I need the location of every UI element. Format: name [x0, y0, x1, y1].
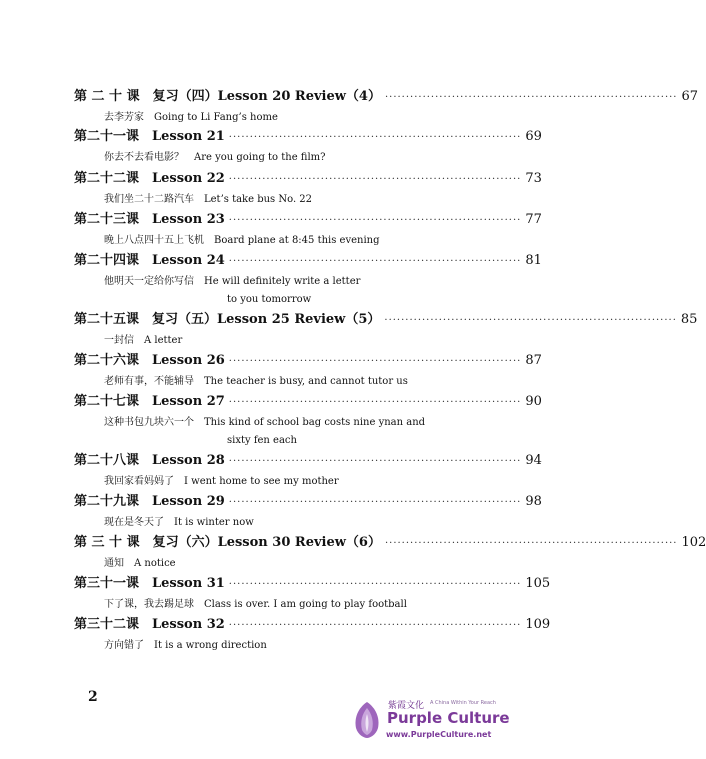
lesson-subtitle: 方向错了 It is a wrong direction: [104, 640, 267, 651]
subtitle-continuation: to you tomorrow: [227, 294, 312, 305]
dot-leader: [385, 535, 678, 552]
dot-leader: [384, 312, 677, 329]
lesson-subtitle: 我回家看妈妈了 I went home to see my mother: [104, 476, 339, 487]
page-ref: 102: [681, 535, 706, 550]
dot-leader: [229, 494, 522, 511]
dot-leader: [229, 617, 522, 634]
lesson-subtitle: 去李芳家 Going to Li Fang’s home: [104, 112, 278, 123]
toc-entry[interactable]: [74, 311, 698, 348]
toc-entry[interactable]: [74, 352, 542, 389]
lesson-title: 第二十一课 Lesson 21: [74, 129, 225, 144]
watermark: [350, 698, 510, 748]
page-ref: 87: [525, 353, 542, 368]
page-number: 2: [88, 689, 98, 705]
watermark-chinese-name: 紫霞文化: [388, 701, 425, 711]
toc-entry[interactable]: [74, 452, 542, 489]
dot-leader: [229, 394, 522, 411]
watermark-url: www.PurpleCulture.net: [386, 730, 492, 739]
toc-entry[interactable]: [74, 493, 542, 530]
lesson-title: 第二十八课 Lesson 28: [74, 453, 225, 468]
dot-leader: [229, 171, 522, 188]
lesson-title: 第二十七课 Lesson 27: [74, 394, 225, 409]
dot-leader: [229, 576, 522, 593]
subtitle-continuation: sixty fen each: [227, 435, 297, 446]
lesson-subtitle: [74, 416, 472, 448]
lesson-subtitle: 老师有事，不能辅导 The teacher is busy, and cannot tutor us: [104, 376, 408, 387]
page-ref: 94: [525, 453, 542, 468]
lesson-title: 第二十九课 Lesson 29: [74, 494, 225, 509]
lesson-title: 第二十四课 Lesson 24: [74, 253, 225, 268]
page-ref: 85: [680, 312, 698, 327]
lesson-title: 第二十五课 复习（五）Lesson 25 Review（5）: [74, 312, 381, 327]
table-of-contents: [74, 88, 706, 653]
lesson-subtitle: 现在是冬天了 It is winter now: [104, 517, 254, 528]
page-ref: 98: [525, 494, 542, 509]
toc-entry[interactable]: [74, 393, 542, 448]
dot-leader: [229, 129, 522, 146]
subtitle-line: 他明天一定给你写信 He will definitely write a letter: [104, 276, 361, 287]
page-ref: 105: [525, 576, 551, 591]
toc-entry[interactable]: [74, 211, 542, 248]
page-ref: 81: [525, 253, 542, 268]
lesson-subtitle: [74, 275, 472, 307]
lesson-subtitle: 晚上八点四十五上飞机 Board plane at 8:45 this evening: [104, 235, 380, 246]
lesson-subtitle: 下了课，我去踢足球 Class is over. I am going to play football: [104, 599, 407, 610]
page-ref: 69: [525, 129, 542, 144]
toc-entry[interactable]: [74, 128, 542, 165]
lesson-subtitle: 通知 A notice: [104, 558, 176, 569]
purple-culture-logo-icon: [350, 700, 384, 740]
lesson-title: 第 二 十 课 复习（四）Lesson 20 Review（4）: [74, 89, 381, 104]
page-ref: 109: [525, 617, 551, 632]
lesson-title: 第二十三课 Lesson 23: [74, 212, 225, 227]
toc-entry[interactable]: [74, 88, 699, 125]
toc-entry[interactable]: [74, 170, 542, 207]
page-ref: 90: [525, 394, 542, 409]
lesson-subtitle: 你去不去看电影？ Are you going to the film?: [104, 152, 326, 163]
dot-leader: [229, 453, 522, 470]
toc-entry[interactable]: [74, 575, 551, 612]
lesson-title: 第三十二课 Lesson 32: [74, 617, 225, 632]
lesson-title: 第 三 十 课 复习（六）Lesson 30 Review（6）: [74, 535, 381, 550]
lesson-subtitle: 一封信 A letter: [104, 335, 183, 346]
toc-entry[interactable]: [74, 534, 706, 571]
lesson-subtitle: 我们坐二十二路汽车 Let’s take bus No. 22: [104, 194, 313, 205]
watermark-tagline: A China Within Your Reach: [430, 700, 496, 706]
dot-leader: [385, 89, 678, 106]
watermark-brand: Purple Culture: [387, 709, 510, 727]
toc-entry[interactable]: [74, 252, 542, 307]
page-ref: 67: [681, 89, 699, 104]
page-ref: 77: [525, 212, 542, 227]
page-ref: 73: [525, 171, 542, 186]
dot-leader: [229, 353, 522, 370]
lesson-title: 第三十一课 Lesson 31: [74, 576, 225, 591]
dot-leader: [229, 212, 522, 229]
subtitle-line: 这种书包九块六一个 This kind of school bag costs nine ynan and: [104, 417, 426, 428]
lesson-title: 第二十二课 Lesson 22: [74, 171, 225, 186]
toc-entry[interactable]: [74, 616, 551, 653]
lesson-title: 第二十六课 Lesson 26: [74, 353, 225, 368]
dot-leader: [229, 253, 522, 270]
